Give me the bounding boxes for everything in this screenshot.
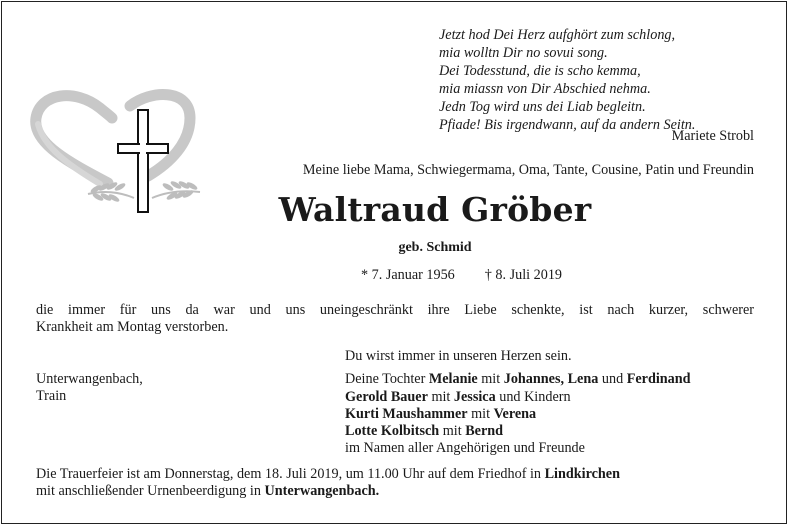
mourner-row: im Namen aller Angehörigen und Freunde xyxy=(345,440,585,457)
mourner-row: Lotte Kolbitsch mit Bernd xyxy=(345,423,504,440)
poem-line: mia wolltn Dir no sovui song. xyxy=(439,45,608,61)
poem-author: Mariete Strobl xyxy=(671,128,754,144)
funeral-details xyxy=(36,466,754,500)
mourner-row: Gerold Bauer mit Jessica und Kindern xyxy=(345,388,571,405)
mourners-block xyxy=(345,348,755,458)
poem xyxy=(439,26,753,134)
farewell-line: Du wirst immer in unseren Herzen sein. xyxy=(345,348,572,364)
poem-line: Jetzt hod Dei Herz aufghört zum schlong, xyxy=(439,27,676,43)
poem-line: Jedn Tog wird uns dei Liab begleitn. xyxy=(439,99,646,115)
poem-line: mia miassn von Dir Abschied nehma. xyxy=(439,81,651,97)
funeral-line: Die Trauerfeier ist am Donnerstag, dem 18. Juli 2019, um 11.00 Uhr auf dem Friedhof in Lindkirchen xyxy=(36,466,620,482)
place-name: Unterwangenbach, xyxy=(36,371,143,387)
poem-line: Pfiade! Bis irgendwann, auf da andern Seitn. xyxy=(439,117,696,133)
death-date: † 8. Juli 2019 xyxy=(484,267,563,283)
maiden-name: geb. Schmid xyxy=(398,240,472,255)
places xyxy=(36,371,143,405)
announcement-line: Krankheit am Montag verstorben. xyxy=(36,319,229,335)
announcement-line: die immer für uns da war und uns uneingeschränkt ihre Liebe schenkte, ist nach kurzer, schwerer xyxy=(36,302,754,318)
life-dates xyxy=(361,267,562,284)
deceased-name: Waltraud Gröber xyxy=(278,190,592,229)
heart-icon xyxy=(36,95,190,184)
birth-date: * 7. Januar 1956 xyxy=(361,267,455,283)
mourner-row: Kurti Maushammer mit Verena xyxy=(345,405,537,422)
announcement-text xyxy=(36,302,754,336)
place-name: Train xyxy=(36,388,67,404)
relations-line: Meine liebe Mama, Schwiegermama, Oma, Tante, Cousine, Patin und Freundin xyxy=(302,162,754,178)
funeral-line: mit anschließender Urnenbeerdigung in Unterwangenbach. xyxy=(36,483,380,499)
poem-line: Dei Todesstund, die is scho kemma, xyxy=(439,63,641,79)
mourner-row: Deine Tochter Melanie mit Johannes, Lena und Ferdinand xyxy=(345,371,691,388)
